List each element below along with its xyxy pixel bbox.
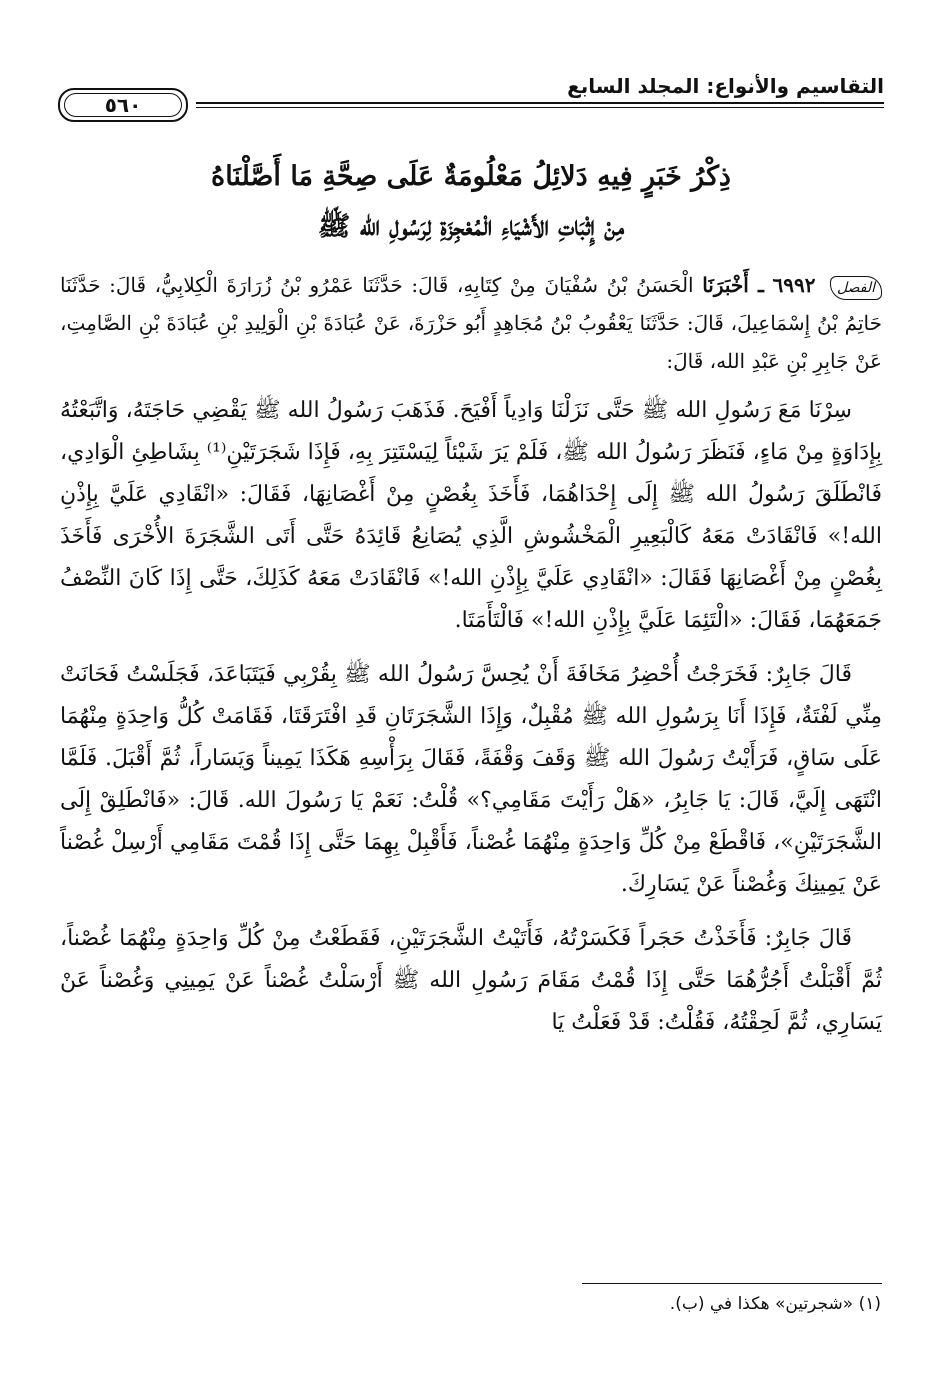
footnote-divider (582, 1283, 882, 1284)
hadith-marker-icon: الفصل (830, 276, 882, 300)
chapter-title (60, 152, 882, 252)
chapter-title-line-1: ذِكْرُ خَبَرٍ فِيهِ دَلائِلُ مَعْلُومَةٌ عَلَى صِحَّةِ مَا أَصَّلْنَاهُ (211, 161, 731, 192)
hadith-akhbarana: ـ أَخْبَرَنَا (702, 273, 764, 297)
page-header (58, 66, 884, 122)
footnote: (١) «شجرتين» هكذا في (ب). (669, 1294, 881, 1314)
page-number: ٥٦٠ (104, 93, 142, 117)
page-number-frame (58, 88, 188, 122)
hadith-number: ٦٩٩٢ (772, 273, 816, 297)
hadith-paragraph: قَالَ جَابِرٌ: فَخَرَجْتُ أُحْضِرُ مَخَافَةَ أَنْ يُحِسَّ رَسُولُ الله ﷺ بِقُرْبِي فَيَتَبَاعَدَ، فَجَلَسْتُ فَحَانَتْ مِنِّي لَفْتَةٌ، فَإِذَا أَنَا بِرَسُولِ الله ﷺ مُقْبِلٌ، وَإِذَا الشَّجَرَتَانِ قَدِ افْتَرَقَتَا، فَقَامَتْ كُلُّ وَاحِدَةٍ مِنْهُمَا عَلَى سَاقٍ، فَرَأَيْتُ رَسُولَ الله ﷺ وَقَفَ وَقْفَةً، فَقَالَ بِرَأْسِهِ هَكَذَا يَمِيناً وَيَسَاراً، ثُمَّ أَقْبَلَ. فَلَمَّا انْتَهَى إِلَيَّ، قَالَ: يَا جَابِرُ، «هَلْ رَأَيْتَ مَقَامِي؟» قُلْتُ: نَعَمْ يَا رَسُولَ الله. قَالَ: «فَانْطَلِقْ إِلَى الشَّجَرَتَيْنِ»، فَاقْطَعْ مِنْ كُلِّ وَاحِدَةٍ مِنْهُمَا غُصْناً، فَأَقْبِلْ بِهِمَا حَتَّى إِذَا قُمْتَ مَقَامِي أَرْسِلْ غُصْناً عَنْ يَمِينِكَ وَغُصْناً عَنْ يَسَارِكَ. (60, 662, 882, 897)
running-title: التقاسيم والأنواع: المجلد السابع (567, 74, 884, 98)
hadith-paragraph: سِرْنَا مَعَ رَسُولِ الله ﷺ حَتَّى نَزَلْنَا وَادِياً أَفْيَحَ. فَذَهَبَ رَسُولُ الله ﷺ يَقْضِي حَاجَتَهُ، وَاتَّبَعْتُهُ بِإِدَاوَةٍ مِنْ مَاءٍ، فَنَظَرَ رَسُولُ الله ﷺ، فَلَمْ يَرَ شَيْئاً لِيَسْتَتِرَ بِهِ، فَإِذَا شَجَرَتَيْنِ⁽¹⁾ بِشَاطِئِ الْوَادِي، فَانْطَلَقَ رَسُولُ الله ﷺ إِلَى إِحْدَاهُمَا، فَأَخَذَ بِغُصْنٍ مِنْ أَغْصَانِهَا، فَقَالَ: «انْقَادِي عَلَيَّ بِإِذْنِ الله!» فَانْقَادَتْ مَعَهُ كَالْبَعِيرِ الْمَخْشُوشِ الَّذِي يُصَانِعُ قَائِدَهُ حَتَّى أَتَى الشَّجَرَةَ الأُخْرَى فَأَخَذَ بِغُصْنٍ مِنْ أَغْصَانِهَا فَقَالَ: «انْقَادِي عَلَيَّ بِإِذْنِ الله!» فَانْقَادَتْ مَعَهُ كَذَلِكَ، حَتَّى إِذَا كَانَ النِّصْفُ جَمَعَهُمَا، فَقَالَ: «الْتَئِمَا عَلَيَّ بِإِذْنِ الله!» فَالْتَأَمَتَا. (60, 398, 882, 633)
hadith-isnad-text: الْحَسَنُ بْنُ سُفْيَانَ مِنْ كِتَابِهِ، قَالَ: حَدَّثَنَا عَمْرُو بْنُ زُرَارَةَ الْكِلابِيُّ، قَالَ: حَدَّثَنَا حَاتِمُ بْنُ إِسْمَاعِيلَ، قَالَ: حَدَّثَنَا يَعْقُوبُ بْنُ مُجَاهِدٍ أَبُو حَزْرَةَ، عَنْ عُبَادَةَ بْنِ الْوَلِيدِ بْنِ عُبَادَةَ بْنِ الصَّامِتِ، عَنْ جَابِرِ بْنِ عَبْدِ الله، قَالَ: (60, 273, 882, 373)
header-rule-thin (196, 107, 884, 108)
chapter-title-line-2: مِنْ إِثْبَاتِ الأَشْيَاءِ الْمُعْجِزَةِ لِرَسُولِ الله ﷺ (317, 211, 625, 242)
hadith-isnad (60, 266, 882, 380)
page-content (60, 152, 882, 1056)
hadith-paragraph: قَالَ جَابِرٌ: فَأَخَذْتُ حَجَراً فَكَسَرْتُهُ، فَأَتَيْتُ الشَّجَرَتَيْنِ، فَقَطَعْتُ مِنْ كُلِّ وَاحِدَةٍ مِنْهُمَا غُصْناً، ثُمَّ أَقْبَلْتُ أَجُرُّهُمَا حَتَّى إِذَا قُمْتُ مَقَامَ رَسُولِ الله ﷺ أَرْسَلْتُ غُصْناً عَنْ يَمِينِي وَغُصْناً عَنْ يَسَارِي، ثُمَّ لَحِقْتُهُ، فَقُلْتُ: قَدْ فَعَلْتُ يَا (60, 926, 882, 1035)
header-rule (196, 102, 884, 104)
